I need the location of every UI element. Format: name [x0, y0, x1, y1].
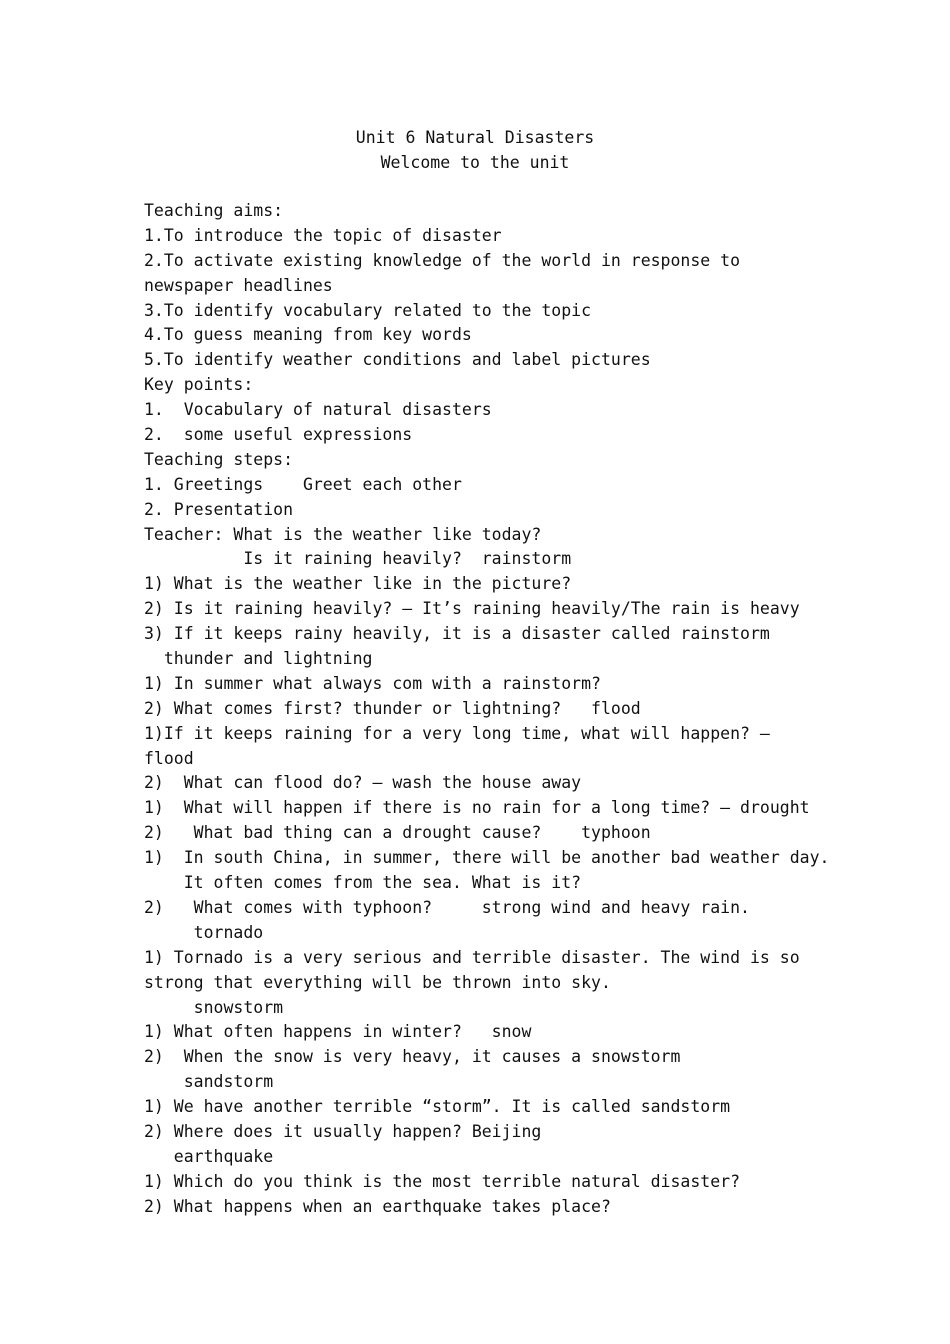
text-line: 2) What bad thing can a drought cause? typhoon	[144, 823, 651, 843]
text-line: snowstorm	[144, 997, 284, 1017]
text-line: 1) What is the weather like in the picture?	[144, 574, 572, 594]
text-line: 3.To identify vocabulary related to the topic	[144, 300, 592, 320]
text-line: 1) What often happens in winter? snow	[144, 1022, 532, 1042]
text-line: 2) What happens when an earthquake takes place?	[144, 1196, 611, 1216]
text-line: sandstorm	[144, 1072, 274, 1092]
text-line: 1.To introduce the topic of disaster	[144, 225, 502, 245]
text-line: 1. Vocabulary of natural disasters	[144, 400, 492, 420]
text-line: 1) In south China, in summer, there will be another bad weather day.	[144, 848, 830, 868]
text-line: 1. Greetings Greet each other	[144, 474, 462, 494]
text-line: It often comes from the sea. What is it?	[144, 873, 582, 893]
text-line: flood	[144, 748, 194, 768]
text-line: Teaching aims:	[144, 201, 284, 220]
document-body	[144, 199, 944, 1220]
text-line: thunder and lightning	[144, 649, 373, 669]
text-line: earthquake	[144, 1146, 274, 1166]
text-line: 2.To activate existing knowledge of the world in response to	[144, 250, 741, 270]
text-line: newspaper headlines	[144, 275, 333, 295]
text-line: 2) What comes first? thunder or lightning? flood	[144, 698, 641, 718]
text-line: 1) Tornado is a very serious and terrible disaster. The wind is so	[144, 947, 800, 967]
text-line: Teaching steps:	[144, 449, 294, 469]
document-title: Unit 6 Natural Disasters	[355, 128, 595, 147]
text-line: Is it raining heavily? rainstorm	[144, 549, 572, 569]
text-line: tornado	[144, 922, 264, 942]
text-line: strong that everything will be thrown into sky.	[144, 972, 611, 992]
document-subtitle: Welcome to the unit	[380, 153, 570, 172]
text-line: 2) When the snow is very heavy, it causes a snowstorm	[144, 1047, 681, 1067]
text-line: Teacher: What is the weather like today?	[144, 524, 542, 544]
text-line: 2. some useful expressions	[144, 425, 413, 445]
text-line: 2) Is it raining heavily? – It’s raining heavily/The rain is heavy	[144, 599, 800, 619]
text-line: 5.To identify weather conditions and label pictures	[144, 350, 651, 370]
text-line: 3) If it keeps rainy heavily, it is a disaster called rainstorm	[144, 624, 770, 644]
text-line: 2) What comes with typhoon? strong wind and heavy rain.	[144, 897, 750, 917]
text-line: 2. Presentation	[144, 499, 294, 519]
text-line: Key points:	[144, 375, 254, 395]
text-line: 1) What will happen if there is no rain for a long time? – drought	[144, 798, 810, 818]
text-line: 1) In summer what always com with a rainstorm?	[144, 673, 601, 693]
text-line: 2) What can flood do? – wash the house away	[144, 773, 582, 793]
text-line: 1)If it keeps raining for a very long time, what will happen? –	[144, 723, 770, 743]
text-line: 2) Where does it usually happen? Beijing	[144, 1121, 542, 1141]
text-line: 4.To guess meaning from key words	[144, 325, 472, 345]
text-line: 1) We have another terrible “storm”. It is called sandstorm	[144, 1097, 731, 1117]
text-line: 1) Which do you think is the most terrible natural disaster?	[144, 1171, 741, 1191]
